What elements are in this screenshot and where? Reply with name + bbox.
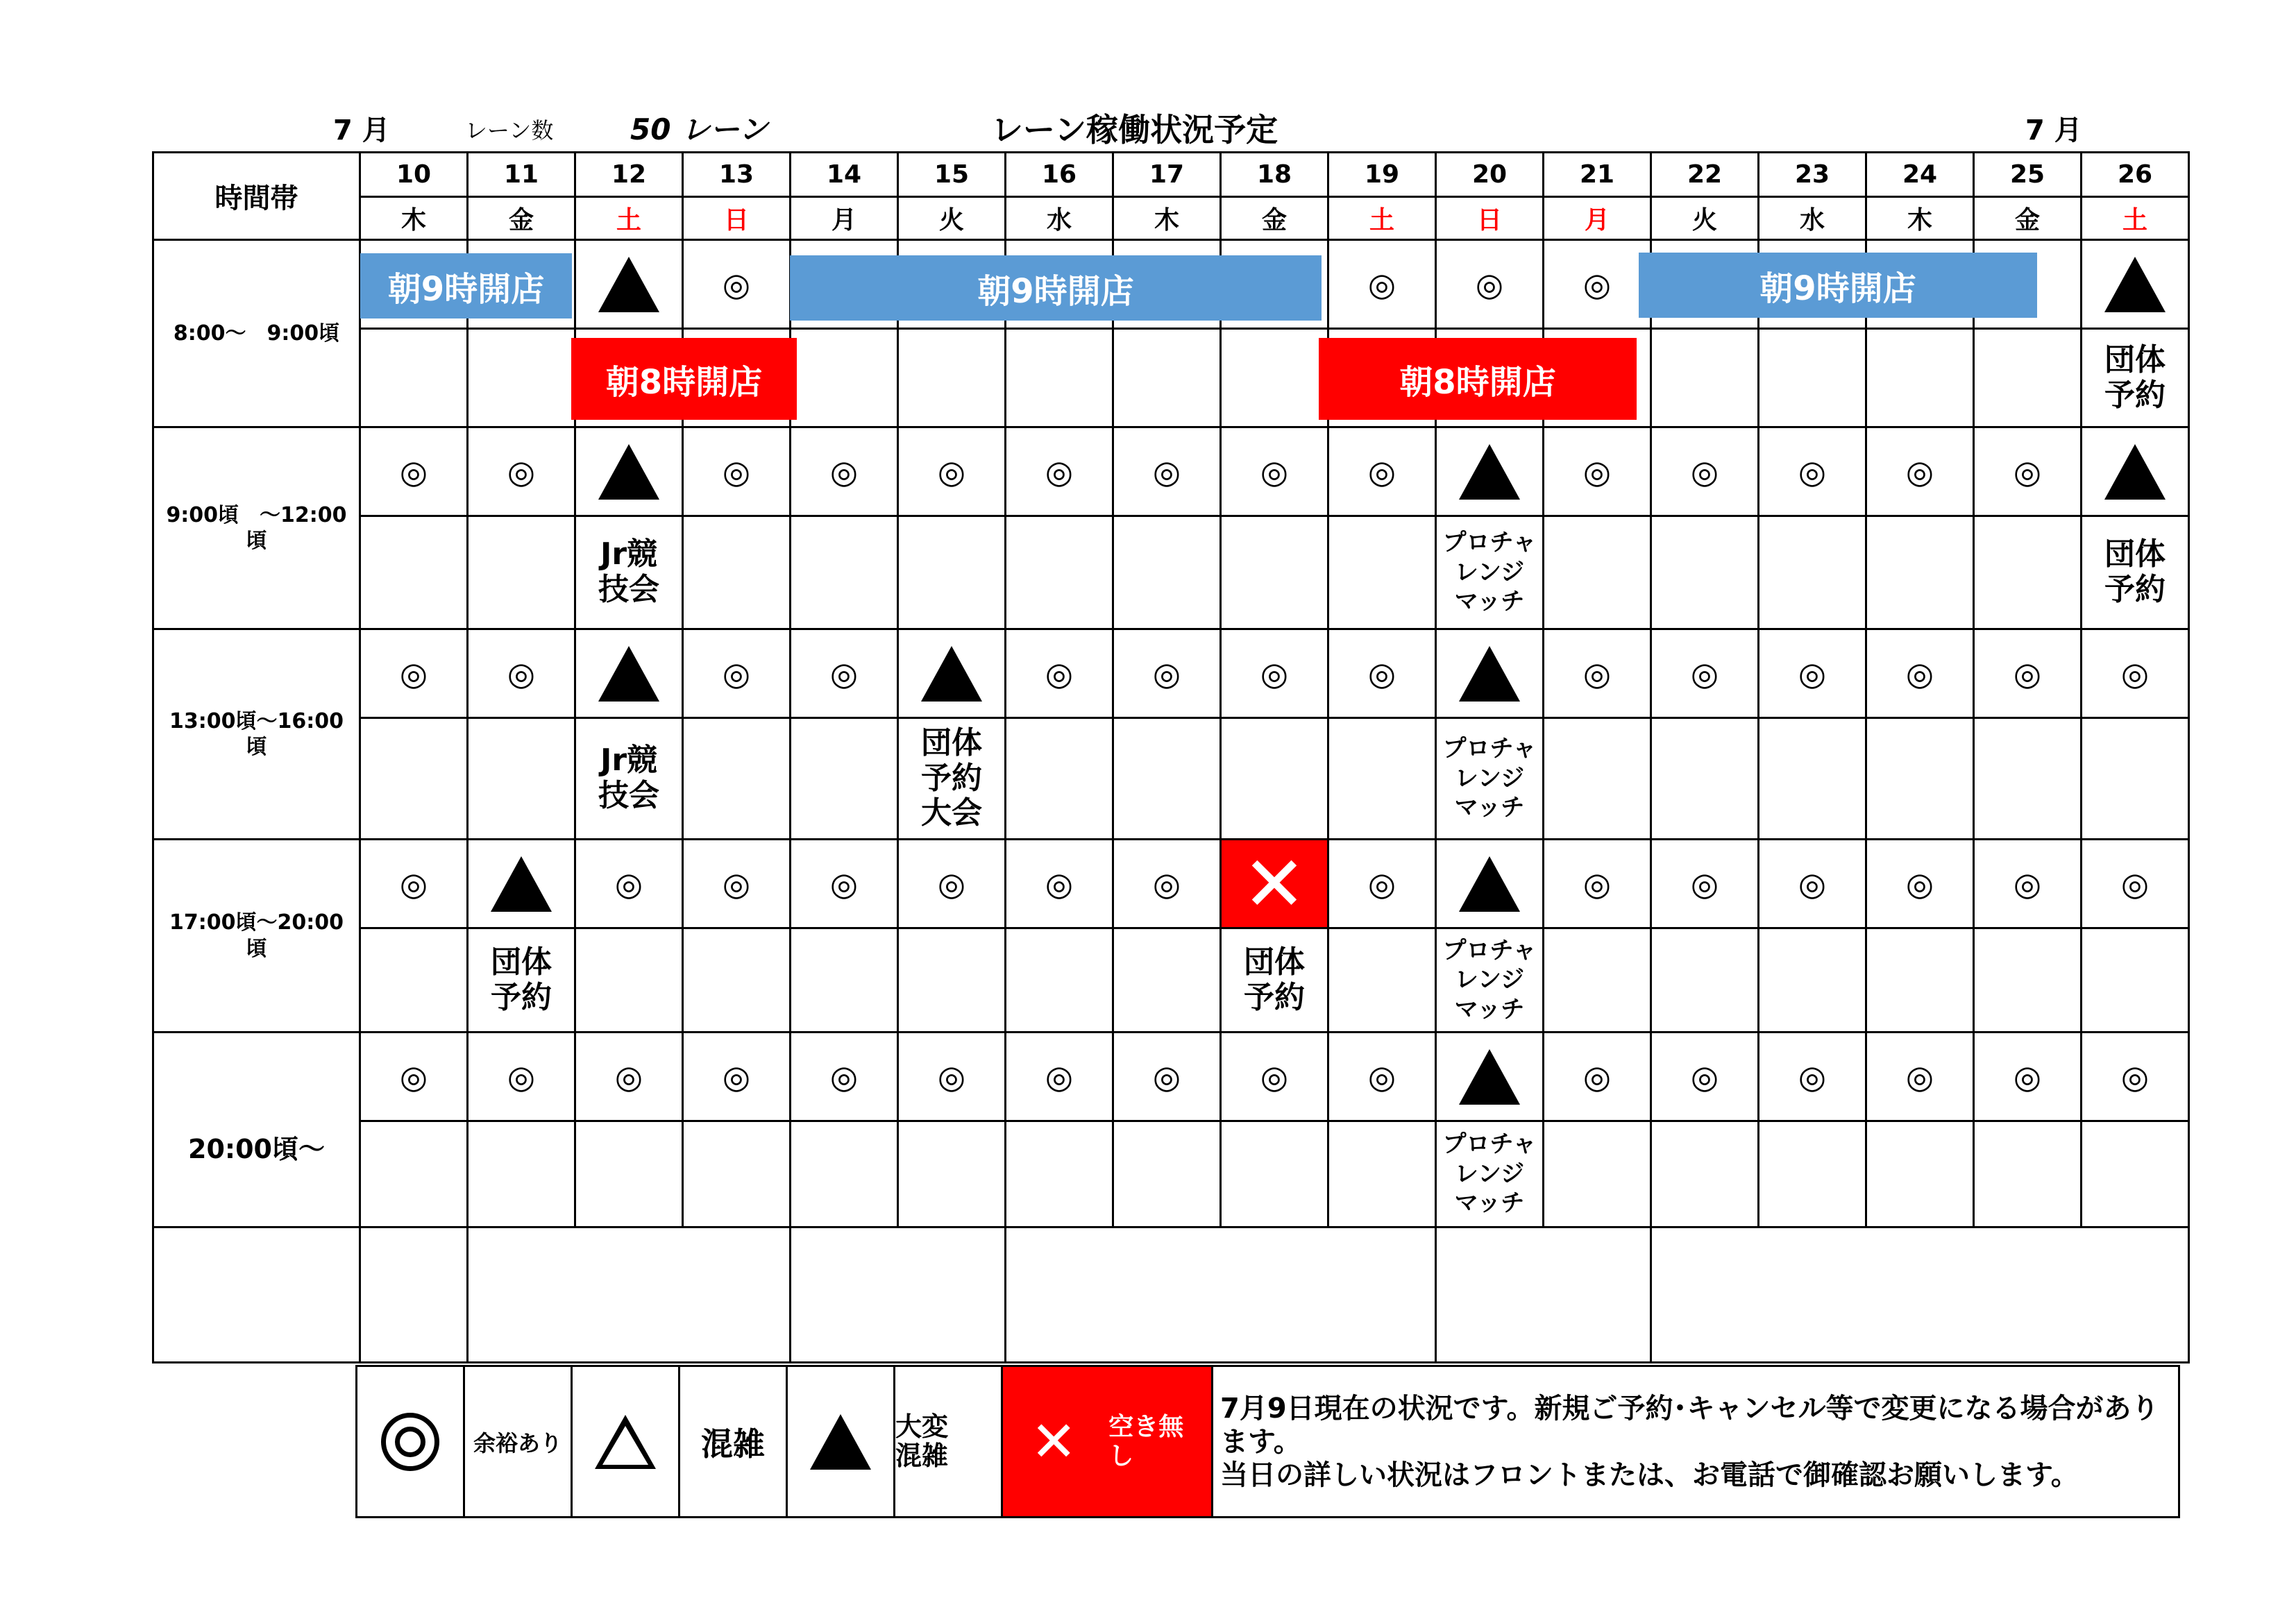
- weekday-cell: 月: [791, 197, 898, 240]
- double-circle-icon: ◎: [1152, 1057, 1181, 1096]
- status-ample: [1759, 840, 1866, 928]
- double-circle-icon: ◎: [399, 452, 428, 491]
- note-cell: 団体 予約 大会: [898, 718, 1006, 840]
- note-cell: [898, 516, 1006, 629]
- status-ample: [1759, 427, 1866, 516]
- note-cell: [1328, 718, 1436, 840]
- legend-very-busy-label: 大変 混雑: [895, 1366, 1002, 1518]
- triangle-icon: [598, 257, 659, 312]
- status-very-busy: [1436, 427, 1544, 516]
- weekday-cell: 金: [1221, 197, 1328, 240]
- status-very-busy: [1436, 1033, 1544, 1121]
- note-cell: [898, 1121, 1006, 1227]
- note-cell: [1006, 1121, 1113, 1227]
- status-ample: [1866, 629, 1974, 718]
- double-circle-icon: ◎: [1798, 654, 1827, 692]
- double-circle-icon: ◎: [937, 865, 966, 903]
- double-circle-icon: ◎: [2120, 1057, 2150, 1096]
- double-circle-icon: ◎: [1045, 654, 1074, 692]
- note-cell: [2082, 1121, 2189, 1227]
- double-circle-icon: ◎: [722, 265, 751, 303]
- double-circle-icon: ◎: [1582, 265, 1612, 303]
- status-very-busy: [575, 427, 683, 516]
- note-cell: [1759, 329, 1866, 427]
- legend-table: [355, 1365, 2180, 1518]
- double-circle-icon: ◎: [2120, 654, 2150, 692]
- note-cell: [468, 1121, 575, 1227]
- weekday-cell: 水: [1006, 197, 1113, 240]
- double-circle-icon: ◎: [829, 452, 859, 491]
- status-ample: [1544, 840, 1651, 928]
- date-cell: 12: [575, 153, 683, 197]
- note-cell: [1221, 1121, 1328, 1227]
- weekday-cell: 土: [575, 197, 683, 240]
- note-cell: [1866, 1121, 1974, 1227]
- status-ample: [1113, 840, 1221, 928]
- note-cell: [1113, 928, 1221, 1033]
- status-very-busy: [468, 840, 575, 928]
- double-circle-icon: ◎: [507, 654, 536, 692]
- note-cell: [1006, 928, 1113, 1033]
- legend-message: 7月9日現在の状況です。新規ご予約･キャンセル等で変更になる場合があります。 当日の詳しい状況はフロントまたは、お電話で御確認お願いします。: [1213, 1366, 2179, 1518]
- schedule-table: [152, 151, 2190, 1363]
- double-circle-icon: ◎: [1045, 452, 1074, 491]
- status-ample: [1866, 427, 1974, 516]
- weekday-cell: 木: [1113, 197, 1221, 240]
- triangle-icon: [598, 646, 659, 702]
- note-cell: [1974, 329, 2082, 427]
- note-cell: [1221, 329, 1328, 427]
- note-cell: [898, 928, 1006, 1033]
- banner-open9-2: 朝9時開店: [790, 255, 1322, 321]
- note-cell: [683, 516, 791, 629]
- note-cell: Jr競 技会: [575, 516, 683, 629]
- status-ample: [2082, 629, 2189, 718]
- weekday-cell: 金: [1974, 197, 2082, 240]
- note-cell: プロチャ レンジ マッチ: [1436, 1121, 1544, 1227]
- weekday-cell: 月: [1544, 197, 1651, 240]
- double-circle-icon: ◎: [2120, 865, 2150, 903]
- legend-busy-label: 混雑: [679, 1366, 787, 1518]
- double-circle-icon: ◎: [1152, 865, 1181, 903]
- status-very-busy: [2082, 240, 2189, 329]
- weekday-cell: 土: [1328, 197, 1436, 240]
- double-circle-icon: ◎: [1367, 654, 1396, 692]
- weekday-cell: 火: [898, 197, 1006, 240]
- status-ample: [1221, 427, 1328, 516]
- note-cell: [791, 516, 898, 629]
- status-ample: [1113, 629, 1221, 718]
- status-ample: [683, 1033, 791, 1121]
- double-circle-icon: ◎: [399, 865, 428, 903]
- triangle-icon: [1459, 646, 1520, 702]
- page-title: レーン稼働状況予定: [991, 111, 1278, 148]
- cross-icon: ✕: [1242, 839, 1307, 928]
- double-circle-icon: ◎: [507, 1057, 536, 1096]
- note-cell: [1974, 928, 2082, 1033]
- note-cell: [683, 718, 791, 840]
- note-cell: Jr競 技会: [575, 718, 683, 840]
- month-right: 7 月: [2025, 114, 2082, 146]
- double-circle-icon: ◎: [829, 1057, 859, 1096]
- date-cell: 18: [1221, 153, 1328, 197]
- note-cell: [360, 1121, 468, 1227]
- triangle-icon: [598, 444, 659, 500]
- status-very-busy: [575, 629, 683, 718]
- note-cell: [791, 718, 898, 840]
- banner-open8-1: 朝8時開店: [571, 338, 797, 420]
- note-cell: [1221, 718, 1328, 840]
- note-cell: [791, 329, 898, 427]
- double-circle-icon: ◎: [829, 865, 859, 903]
- note-cell: [1651, 329, 1759, 427]
- note-cell: [1006, 516, 1113, 629]
- note-cell: [360, 718, 468, 840]
- date-cell: 15: [898, 153, 1006, 197]
- note-cell: [1759, 928, 1866, 1033]
- date-cell: 26: [2082, 153, 2189, 197]
- note-cell: [468, 718, 575, 840]
- note-cell: [360, 516, 468, 629]
- note-cell: [1974, 516, 2082, 629]
- status-ample: [1651, 1033, 1759, 1121]
- double-circle-icon: ◎: [1152, 654, 1181, 692]
- legend-busy-icon: [572, 1366, 679, 1518]
- note-cell: [1866, 516, 1974, 629]
- double-circle-icon: ◎: [1367, 452, 1396, 491]
- status-ample: [1113, 427, 1221, 516]
- note-cell: 団体 予約: [2082, 329, 2189, 427]
- double-circle-icon: ◎: [1367, 1057, 1396, 1096]
- note-cell: [1544, 928, 1651, 1033]
- weekday-cell: 火: [1651, 197, 1759, 240]
- status-ample: [1544, 1033, 1651, 1121]
- triangle-icon: [2104, 257, 2166, 312]
- banner-open9-1: 朝9時開店: [360, 253, 572, 318]
- note-cell: [1221, 516, 1328, 629]
- double-circle-icon: ◎: [1690, 452, 1719, 491]
- status-ample: [1651, 427, 1759, 516]
- double-circle-icon: ◎: [1475, 265, 1504, 303]
- double-circle-icon: ◎: [1690, 1057, 1719, 1096]
- status-ample: [1328, 1033, 1436, 1121]
- double-circle-icon: ◎: [399, 654, 428, 692]
- double-circle-icon: ◎: [1582, 452, 1612, 491]
- status-very-busy: [575, 240, 683, 329]
- weekday-cell: 日: [683, 197, 791, 240]
- month-left: 7 月: [333, 114, 390, 146]
- status-ample: [468, 629, 575, 718]
- note-cell: [1006, 329, 1113, 427]
- legend-ample-icon: [357, 1366, 464, 1518]
- note-cell: [1113, 1121, 1221, 1227]
- double-circle-icon: ◎: [1260, 452, 1289, 491]
- status-ample: [1759, 629, 1866, 718]
- status-ample: [683, 427, 791, 516]
- triangle-icon: [1459, 444, 1520, 500]
- note-cell: [1544, 718, 1651, 840]
- note-cell: 団体 予約: [1221, 928, 1328, 1033]
- status-full: [1221, 840, 1328, 928]
- status-ample: [468, 1033, 575, 1121]
- time-slot-label: 8:00～ 9:00頃: [153, 240, 360, 427]
- double-circle-icon: ◎: [2013, 654, 2042, 692]
- status-very-busy: [898, 629, 1006, 718]
- note-cell: プロチャ レンジ マッチ: [1436, 928, 1544, 1033]
- status-ample: [1544, 240, 1651, 329]
- triangle-icon: [1459, 1049, 1520, 1105]
- note-cell: [1759, 516, 1866, 629]
- note-cell: [1974, 1121, 2082, 1227]
- status-ample: [360, 629, 468, 718]
- double-circle-icon: ◎: [2013, 452, 2042, 491]
- double-circle-icon: ◎: [399, 1057, 428, 1096]
- lanes-label: レーン数: [465, 117, 554, 144]
- note-cell: [1866, 329, 1974, 427]
- status-ample: [1436, 240, 1544, 329]
- note-cell: [1651, 718, 1759, 840]
- date-cell: 25: [1974, 153, 2082, 197]
- note-cell: [575, 1121, 683, 1227]
- note-cell: [1759, 1121, 1866, 1227]
- double-circle-icon: ◎: [2013, 1057, 2042, 1096]
- status-ample: [1221, 629, 1328, 718]
- note-cell: [1866, 718, 1974, 840]
- double-circle-icon: ◎: [507, 452, 536, 491]
- note-cell: [1651, 516, 1759, 629]
- status-ample: [360, 427, 468, 516]
- time-slot-label: 20:00頃～: [153, 1033, 360, 1227]
- date-cell: 17: [1113, 153, 1221, 197]
- double-circle-icon: ◎: [1582, 654, 1612, 692]
- status-ample: [791, 1033, 898, 1121]
- double-circle-icon: ◎: [829, 654, 859, 692]
- status-ample: [1544, 629, 1651, 718]
- status-ample: [1006, 840, 1113, 928]
- legend-full-icon: ✕: [1030, 1409, 1077, 1474]
- note-cell: [1544, 516, 1651, 629]
- status-ample: [360, 840, 468, 928]
- legend-very-busy-icon: [787, 1366, 895, 1518]
- date-cell: 19: [1328, 153, 1436, 197]
- status-ample: [791, 629, 898, 718]
- time-slot-label: 17:00頃～20:00 頃: [153, 840, 360, 1033]
- double-circle-icon: ◎: [722, 865, 751, 903]
- status-ample: [683, 840, 791, 928]
- double-circle-icon: ◎: [1905, 654, 1934, 692]
- weekday-cell: 金: [468, 197, 575, 240]
- double-circle-icon: ◎: [1582, 865, 1612, 903]
- double-circle-icon: ◎: [937, 452, 966, 491]
- status-ample: [1651, 840, 1759, 928]
- date-cell: 22: [1651, 153, 1759, 197]
- status-very-busy: [2082, 427, 2189, 516]
- double-circle-icon: ◎: [1798, 1057, 1827, 1096]
- date-cell: 10: [360, 153, 468, 197]
- blank-cell: [360, 1227, 468, 1363]
- status-ample: [1974, 427, 2082, 516]
- status-ample: [683, 240, 791, 329]
- note-cell: [1328, 1121, 1436, 1227]
- note-cell: [898, 329, 1006, 427]
- double-circle-icon: ◎: [722, 452, 751, 491]
- double-circle-icon: ◎: [614, 865, 643, 903]
- blank-cell: [1436, 1227, 1651, 1363]
- double-circle-icon: ◎: [1045, 1057, 1074, 1096]
- date-cell: 20: [1436, 153, 1544, 197]
- double-circle-icon: ◎: [1905, 452, 1934, 491]
- status-ample: [898, 840, 1006, 928]
- double-circle-icon: ◎: [937, 1057, 966, 1096]
- date-cell: 14: [791, 153, 898, 197]
- status-ample: [791, 840, 898, 928]
- weekday-cell: 木: [360, 197, 468, 240]
- date-cell: 13: [683, 153, 791, 197]
- triangle-icon: [2104, 444, 2166, 500]
- note-cell: [1974, 718, 2082, 840]
- note-cell: プロチャ レンジ マッチ: [1436, 718, 1544, 840]
- note-cell: [360, 329, 468, 427]
- status-ample: [1113, 1033, 1221, 1121]
- note-cell: [1651, 928, 1759, 1033]
- status-ample: [1866, 840, 1974, 928]
- status-ample: [575, 1033, 683, 1121]
- note-cell: [683, 928, 791, 1033]
- status-ample: [1651, 629, 1759, 718]
- note-cell: [1759, 718, 1866, 840]
- triangle-icon: [491, 856, 552, 912]
- blank-cell: [791, 1227, 1006, 1363]
- double-circle-icon: ◎: [1045, 865, 1074, 903]
- note-cell: [1113, 516, 1221, 629]
- status-ample: [1974, 840, 2082, 928]
- status-ample: [1544, 427, 1651, 516]
- double-circle-icon: ◎: [1152, 452, 1181, 491]
- status-ample: [1866, 1033, 1974, 1121]
- status-ample: [791, 427, 898, 516]
- double-circle-icon: ◎: [1690, 654, 1719, 692]
- status-very-busy: [1436, 629, 1544, 718]
- status-ample: [1328, 427, 1436, 516]
- status-ample: [1006, 1033, 1113, 1121]
- note-cell: [1113, 329, 1221, 427]
- double-circle-icon: ◎: [1367, 865, 1396, 903]
- banner-open8-2: 朝8時開店: [1319, 338, 1637, 420]
- date-cell: 21: [1544, 153, 1651, 197]
- triangle-icon: [1459, 856, 1520, 912]
- note-cell: [1328, 516, 1436, 629]
- status-ample: [468, 427, 575, 516]
- legend-full: [1002, 1366, 1213, 1518]
- legend-ample-label: 余裕あり: [464, 1366, 572, 1518]
- date-cell: 11: [468, 153, 575, 197]
- status-ample: [683, 629, 791, 718]
- status-ample: [1759, 1033, 1866, 1121]
- weekday-cell: 木: [1866, 197, 1974, 240]
- legend-full-label: 空き無 し: [1108, 1413, 1184, 1470]
- status-ample: [1328, 629, 1436, 718]
- double-circle-icon: ◎: [1905, 1057, 1934, 1096]
- blank-time-cell: [153, 1227, 360, 1363]
- note-cell: [791, 1121, 898, 1227]
- note-cell: 団体 予約: [468, 928, 575, 1033]
- double-circle-icon: ◎: [614, 1057, 643, 1096]
- double-circle-icon: ◎: [2013, 865, 2042, 903]
- note-cell: [1866, 928, 1974, 1033]
- lanes-value: 50 レーン: [630, 112, 768, 146]
- weekday-cell: 土: [2082, 197, 2189, 240]
- note-cell: [2082, 718, 2189, 840]
- note-cell: [683, 1121, 791, 1227]
- note-cell: [360, 928, 468, 1033]
- status-ample: [1006, 629, 1113, 718]
- timeband-header: 時間帯: [153, 153, 360, 240]
- status-ample: [575, 840, 683, 928]
- double-circle-icon: ◎: [1798, 865, 1827, 903]
- status-ample: [360, 1033, 468, 1121]
- double-circle-icon: ◎: [1798, 452, 1827, 491]
- double-circle-icon: ◎: [722, 1057, 751, 1096]
- status-ample: [1974, 1033, 2082, 1121]
- banner-open9-3: 朝9時開店: [1639, 253, 2037, 318]
- double-circle-icon: ◎: [1582, 1057, 1612, 1096]
- time-slot-label: 13:00頃～16:00 頃: [153, 629, 360, 840]
- date-cell: 23: [1759, 153, 1866, 197]
- note-cell: [468, 516, 575, 629]
- status-ample: [1328, 240, 1436, 329]
- status-ample: [1006, 427, 1113, 516]
- double-circle-icon: ◎: [1905, 865, 1934, 903]
- note-cell: 団体 予約: [2082, 516, 2189, 629]
- blank-cell: [468, 1227, 791, 1363]
- note-cell: [1328, 928, 1436, 1033]
- note-cell: [1113, 718, 1221, 840]
- status-ample: [2082, 840, 2189, 928]
- status-ample: [2082, 1033, 2189, 1121]
- note-cell: [1544, 1121, 1651, 1227]
- note-cell: [1651, 1121, 1759, 1227]
- status-ample: [1221, 1033, 1328, 1121]
- status-ample: [1328, 840, 1436, 928]
- double-circle-icon: ◎: [1260, 1057, 1289, 1096]
- double-circle-icon: ◎: [1367, 265, 1396, 303]
- note-cell: [575, 928, 683, 1033]
- blank-cell: [1651, 1227, 2189, 1363]
- status-ample: [898, 1033, 1006, 1121]
- double-circle-icon: ◎: [722, 654, 751, 692]
- triangle-icon: [921, 646, 982, 702]
- note-cell: [1006, 718, 1113, 840]
- weekday-cell: 水: [1759, 197, 1866, 240]
- double-circle-icon: ◎: [1260, 654, 1289, 692]
- status-ample: [898, 427, 1006, 516]
- status-ample: [1974, 629, 2082, 718]
- double-circle-icon: ◎: [1690, 865, 1719, 903]
- note-cell: [791, 928, 898, 1033]
- blank-cell: [1006, 1227, 1436, 1363]
- note-cell: [468, 329, 575, 427]
- status-very-busy: [1436, 840, 1544, 928]
- note-cell: [2082, 928, 2189, 1033]
- time-slot-label: 9:00頃 ～12:00 頃: [153, 427, 360, 629]
- weekday-cell: 日: [1436, 197, 1544, 240]
- note-cell: プロチャ レンジ マッチ: [1436, 516, 1544, 629]
- date-cell: 24: [1866, 153, 1974, 197]
- date-cell: 16: [1006, 153, 1113, 197]
